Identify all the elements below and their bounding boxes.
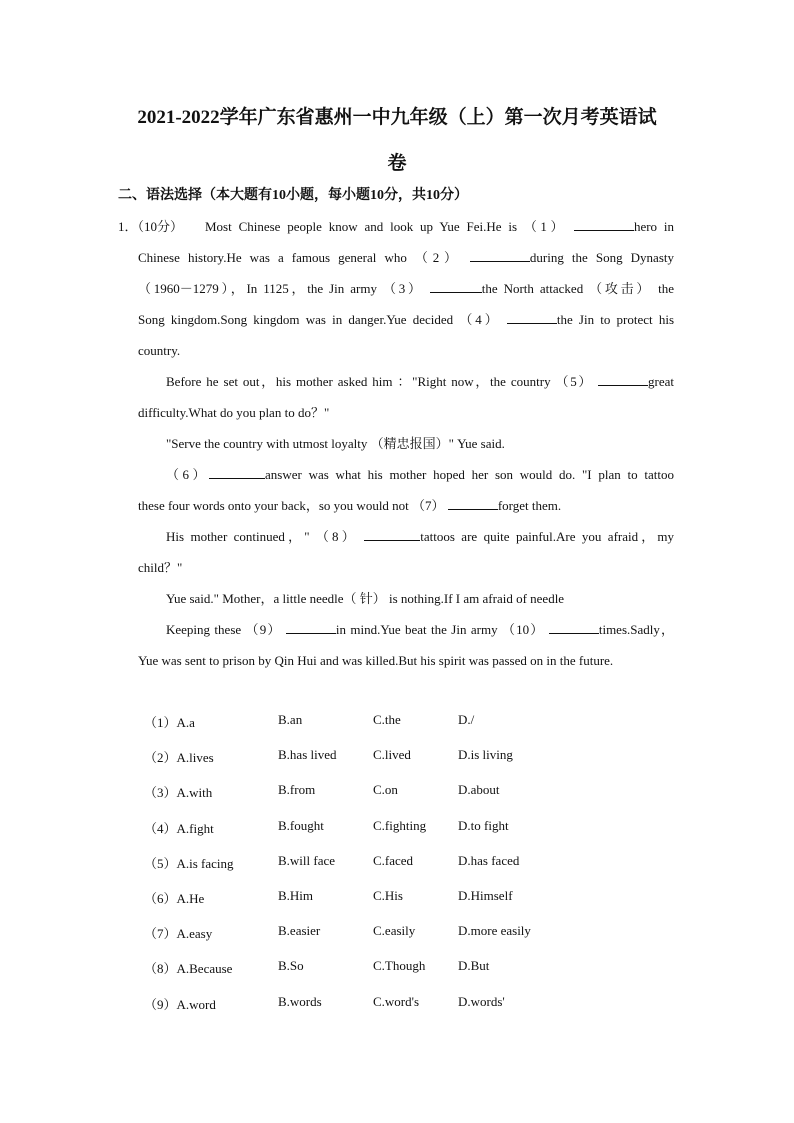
passage-text-line: child？" bbox=[138, 560, 183, 575]
option-a[interactable]: （3）A.with bbox=[144, 785, 213, 801]
option-d[interactable]: D.more easily bbox=[458, 923, 531, 939]
option-d[interactable]: D.is living bbox=[458, 747, 513, 763]
option-c[interactable]: C.word's bbox=[373, 993, 420, 1009]
passage-text-line: （6） answer was what his mother hoped her son would do. "I plan to tattoo bbox=[166, 467, 674, 482]
passage-text-line: Keeping these （9） in mind.Yue beat the Jin army （10） times.Sadly， bbox=[166, 622, 675, 637]
answer-blank bbox=[430, 279, 482, 293]
section-heading: 二、语法选择（本大题有10小题，每小题10分，共10分） bbox=[118, 188, 468, 203]
option-b[interactable]: B.words bbox=[278, 993, 322, 1009]
option-c[interactable]: C.on bbox=[373, 782, 398, 798]
option-d[interactable]: D.Himself bbox=[458, 887, 513, 903]
option-a[interactable]: （6）A.He bbox=[144, 890, 205, 906]
answer-blank bbox=[470, 248, 530, 262]
passage-text-line: Yue was sent to prison by Qin Hui and was killed.But his spirit was passed on in the future. bbox=[138, 653, 614, 668]
option-b[interactable]: B.an bbox=[278, 712, 303, 727]
passage-text-line: Song kingdom.Song kingdom was in danger.Yue decided （4） the Jin to protect his bbox=[138, 312, 674, 327]
answer-blank bbox=[507, 310, 557, 324]
option-c[interactable]: C.faced bbox=[373, 852, 414, 868]
answer-blank bbox=[549, 620, 599, 634]
answer-blank bbox=[574, 217, 634, 231]
option-c[interactable]: C.easily bbox=[373, 923, 416, 939]
option-b[interactable]: B.from bbox=[278, 782, 316, 798]
option-b[interactable]: B.fought bbox=[278, 817, 324, 833]
option-b[interactable]: B.will face bbox=[278, 852, 336, 868]
passage-text-line: Before he set out，his mother asked him ："Right now，the country （5） great bbox=[166, 374, 674, 389]
answer-blank bbox=[364, 527, 420, 541]
option-d[interactable]: D.words' bbox=[458, 993, 505, 1009]
answer-blank bbox=[209, 465, 265, 479]
answer-blank bbox=[448, 496, 498, 510]
passage-text-line: （1960－1279），In 1125，the Jin army （3） the North attacked （攻击） the bbox=[138, 281, 674, 296]
passage-text-line: difficulty.What do you plan to do？" bbox=[138, 405, 330, 420]
option-a[interactable]: （2）A.lives bbox=[144, 750, 214, 766]
option-d[interactable]: D.about bbox=[458, 782, 500, 798]
passage-text-line: Chinese history.He was a famous general who （2） during the Song Dynasty bbox=[138, 250, 674, 265]
option-d[interactable]: D.to fight bbox=[458, 817, 509, 833]
passage-text-line: these four words onto your back，so you would not （7） forget them. bbox=[138, 498, 562, 513]
option-b[interactable]: B.easier bbox=[278, 923, 321, 939]
answer-blank bbox=[286, 620, 336, 634]
passage-text-line: country. bbox=[138, 343, 181, 358]
option-d[interactable]: D.But bbox=[458, 958, 490, 974]
option-a[interactable]: （1）A.a bbox=[144, 715, 195, 730]
passage-text-line: Most Chinese people know and look up Yue Fei.He is （1） hero in bbox=[205, 219, 675, 234]
title-line-1: 2021-2022学年广东省惠州一中九年级（上）第一次月考英语试 bbox=[137, 107, 657, 128]
option-b[interactable]: B.has lived bbox=[278, 747, 337, 763]
question-number: 1．（10分） bbox=[118, 219, 184, 234]
document-title bbox=[100, 95, 694, 187]
answer-blank bbox=[598, 372, 648, 386]
passage-text-line: His mother continued，" （8） tattoos are quite painful.Are you afraid，my bbox=[166, 529, 675, 544]
option-d[interactable]: D./ bbox=[458, 712, 475, 727]
title-line-2: 卷 bbox=[387, 153, 407, 174]
option-a[interactable]: （7）A.easy bbox=[144, 926, 213, 942]
passage-text-line: Yue said." Mother，a little needle（ 针） is nothing.If I am afraid of needle bbox=[166, 591, 565, 606]
option-a[interactable]: （4）A.fight bbox=[144, 820, 214, 836]
option-d[interactable]: D.has faced bbox=[458, 852, 520, 868]
option-a[interactable]: （9）A.word bbox=[144, 996, 216, 1012]
option-c[interactable]: C.fighting bbox=[373, 817, 427, 833]
option-c[interactable]: C.lived bbox=[373, 747, 411, 763]
option-b[interactable]: B.So bbox=[278, 958, 304, 974]
option-c[interactable]: C.the bbox=[373, 712, 401, 727]
passage-body bbox=[138, 242, 674, 676]
option-a[interactable]: （8）A.Because bbox=[144, 961, 233, 977]
option-b[interactable]: B.Him bbox=[278, 887, 314, 903]
option-a[interactable]: （5）A.is facing bbox=[144, 855, 234, 871]
option-c[interactable]: C.Though bbox=[373, 958, 426, 974]
passage-text-line: "Serve the country with utmost loyalty （精忠报国）" Yue said. bbox=[166, 436, 505, 451]
passage-line-1 bbox=[205, 211, 674, 242]
option-c[interactable]: C.His bbox=[373, 887, 403, 903]
